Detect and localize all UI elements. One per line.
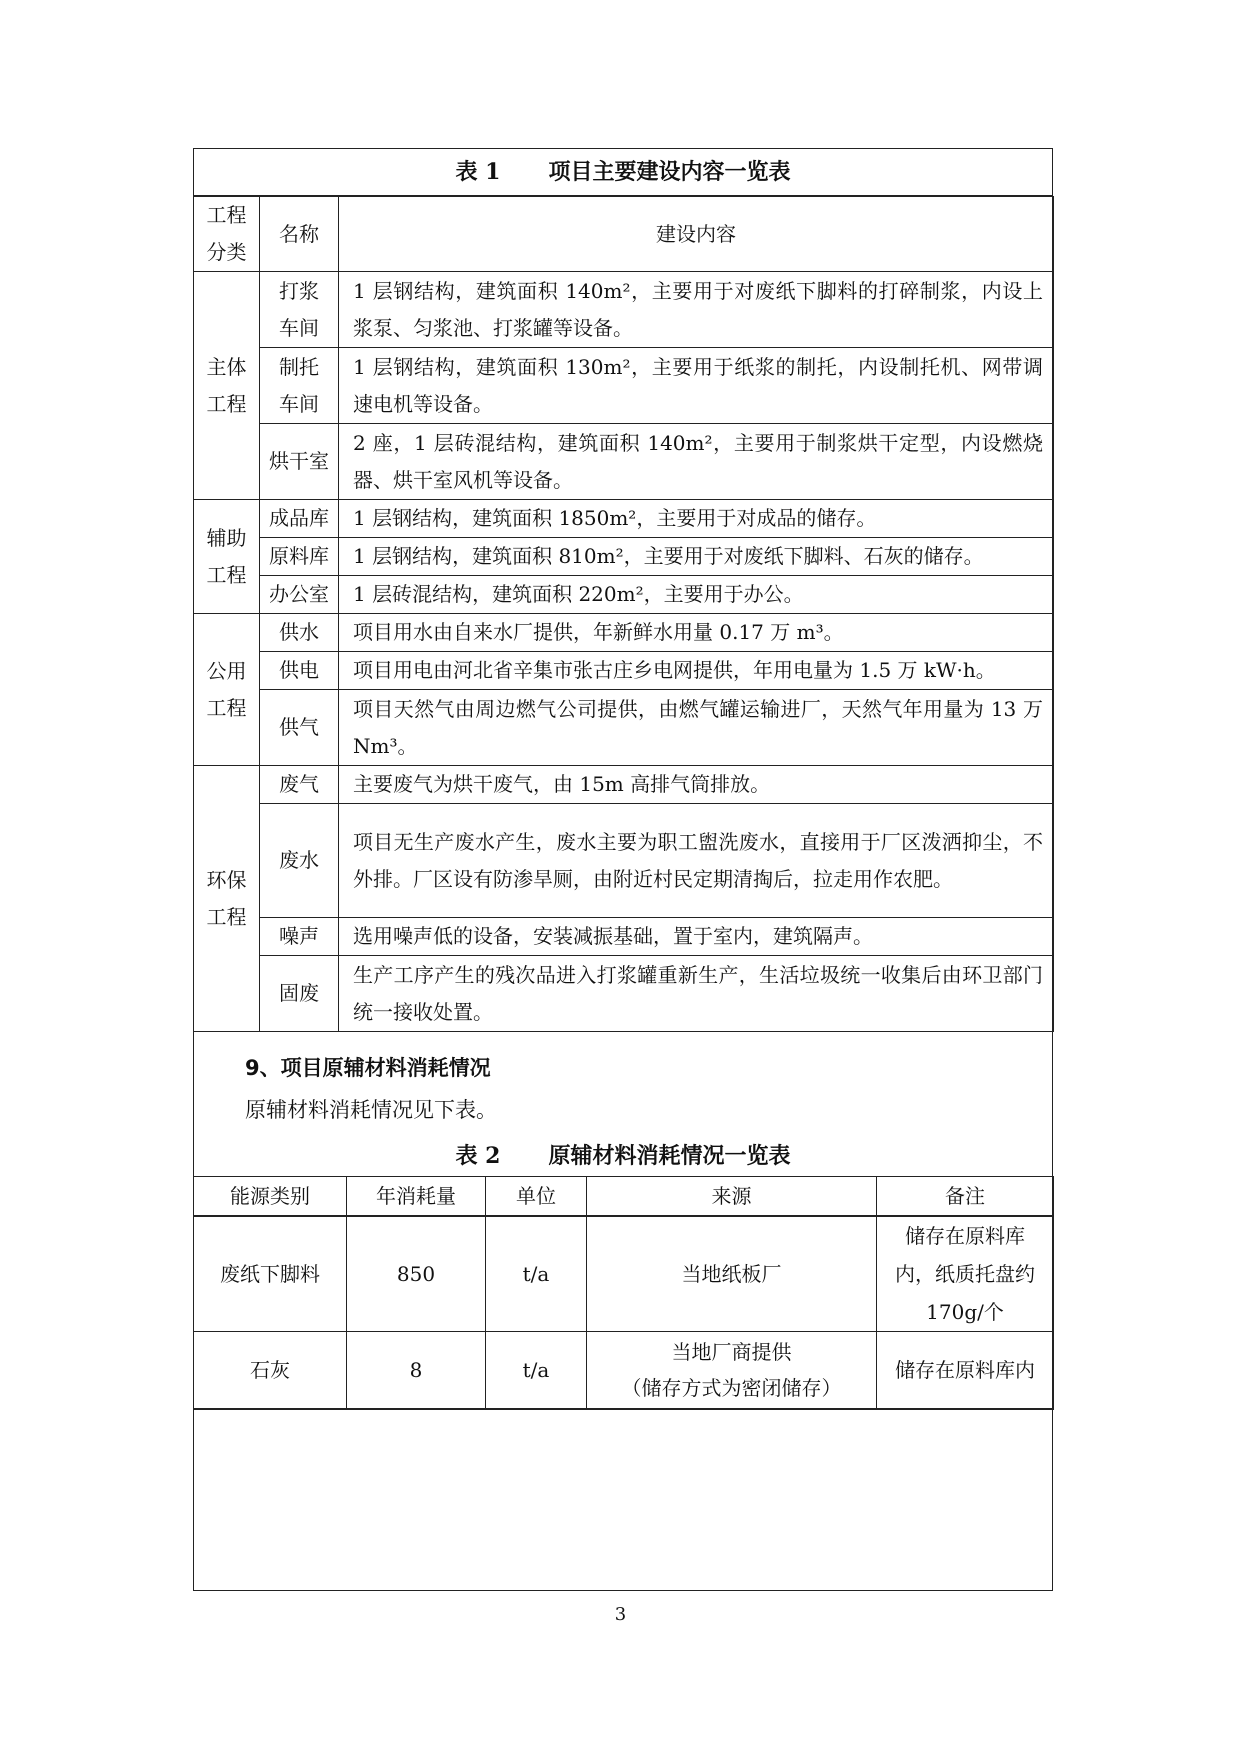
item-content: 1 层钢结构，建筑面积 140m²，主要用于对废纸下脚料的打碎制浆，内设上浆泵、匀浆池、打浆罐等设备。 (339, 272, 1054, 348)
header-cell: 年消耗量 (347, 1177, 486, 1217)
item-content: 1 层钢结构，建筑面积 1850m²，主要用于对成品的储存。 (339, 500, 1054, 538)
group-category: 环保工程 (194, 766, 260, 1032)
item-name: 噪声 (260, 918, 339, 956)
cell-note: 储存在原料库内 (877, 1332, 1054, 1410)
cell-note: 储存在原料库内，纸质托盘约 170g/个 (877, 1216, 1054, 1332)
materials-table (193, 1176, 1054, 1410)
header-category: 工程分类 (194, 197, 260, 272)
table-row (194, 576, 1054, 614)
table-row (194, 500, 1054, 538)
table-row (194, 652, 1054, 690)
page-number: 3 (614, 1604, 627, 1625)
group-category: 主体工程 (194, 272, 260, 500)
construction-table (193, 196, 1054, 1032)
item-content: 1 层钢结构，建筑面积 810m²，主要用于对废纸下脚料、石灰的储存。 (339, 538, 1054, 576)
item-content: 1 层砖混结构，建筑面积 220m²，主要用于办公。 (339, 576, 1054, 614)
header-name: 名称 (260, 197, 339, 272)
table1-title-prefix: 表 1 (455, 159, 501, 185)
table-row (194, 348, 1054, 424)
item-name: 原料库 (260, 538, 339, 576)
item-content: 1 层钢结构，建筑面积 130m²，主要用于纸浆的制托，内设制托机、网带调速电机等设备。 (339, 348, 1054, 424)
item-name: 打浆车间 (260, 272, 339, 348)
table1-title (193, 148, 1053, 196)
section-heading: 9、项目原辅材料消耗情况 (245, 1056, 491, 1080)
item-name: 供电 (260, 652, 339, 690)
table-row (194, 1332, 1054, 1410)
item-name: 废水 (260, 804, 339, 918)
table-row (194, 690, 1054, 766)
table-row (194, 424, 1054, 500)
item-name: 烘干室 (260, 424, 339, 500)
group-category: 公用工程 (194, 614, 260, 766)
item-name: 固废 (260, 956, 339, 1032)
item-name: 供水 (260, 614, 339, 652)
table2-title-text: 原辅材料消耗情况一览表 (548, 1143, 791, 1169)
table1-title-text: 项目主要建设内容一览表 (548, 159, 791, 185)
cell-type: 废纸下脚料 (194, 1216, 347, 1332)
table-row (194, 956, 1054, 1032)
table-row (194, 538, 1054, 576)
item-name: 制托车间 (260, 348, 339, 424)
table-row (194, 918, 1054, 956)
item-content: 2 座，1 层砖混结构，建筑面积 140m²，主要用于制浆烘干定型，内设燃烧器、烘干室风机等设备。 (339, 424, 1054, 500)
source-line: 当地厂商提供 (671, 1340, 792, 1364)
table2-title (193, 1136, 1053, 1176)
group-category: 辅助工程 (194, 500, 260, 614)
header-cell: 来源 (587, 1177, 877, 1217)
item-name: 废气 (260, 766, 339, 804)
item-content: 生产工序产生的残次品进入打浆罐重新生产，生活垃圾统一收集后由环卫部门统一接收处置。 (339, 956, 1054, 1032)
table2-title-prefix: 表 2 (455, 1143, 501, 1169)
cell-source (587, 1216, 877, 1332)
item-name: 成品库 (260, 500, 339, 538)
item-content: 项目天然气由周边燃气公司提供，由燃气罐运输进厂，天然气年用量为 13 万 Nm³。 (339, 690, 1054, 766)
item-content: 项目用水由自来水厂提供，年新鲜水用量 0.17 万 m³。 (339, 614, 1054, 652)
item-content: 选用噪声低的设备，安装减振基础，置于室内，建筑隔声。 (339, 918, 1054, 956)
table-row (194, 804, 1054, 918)
table-row (194, 766, 1054, 804)
header-cell: 能源类别 (194, 1177, 347, 1217)
table2-header-row (194, 1177, 1054, 1217)
item-content: 项目无生产废水产生，废水主要为职工盥洗废水，直接用于厂区泼洒抑尘，不外排。厂区设有防渗旱厕，由附近村民定期清掏后，拉走用作农肥。 (339, 804, 1054, 918)
header-cell: 单位 (486, 1177, 587, 1217)
item-name: 办公室 (260, 576, 339, 614)
source-line: （储存方式为密闭储存） (621, 1376, 842, 1400)
table-row (194, 1216, 1054, 1332)
cell-type: 石灰 (194, 1332, 347, 1410)
cell-unit: t/a (486, 1216, 587, 1332)
table-row (194, 614, 1054, 652)
header-cell: 备注 (877, 1177, 1054, 1217)
section-paragraph: 原辅材料消耗情况见下表。 (245, 1098, 497, 1122)
item-content: 主要废气为烘干废气，由 15m 高排气筒排放。 (339, 766, 1054, 804)
cell-unit: t/a (486, 1332, 587, 1410)
source-line: 当地纸板厂 (681, 1262, 782, 1286)
table-row (194, 272, 1054, 348)
cell-source (587, 1332, 877, 1410)
cell-amount: 850 (347, 1216, 486, 1332)
item-content: 项目用电由河北省辛集市张古庄乡电网提供，年用电量为 1.5 万 kW·h。 (339, 652, 1054, 690)
table1-header-row (194, 197, 1054, 272)
header-content: 建设内容 (339, 197, 1054, 272)
item-name: 供气 (260, 690, 339, 766)
cell-amount: 8 (347, 1332, 486, 1410)
